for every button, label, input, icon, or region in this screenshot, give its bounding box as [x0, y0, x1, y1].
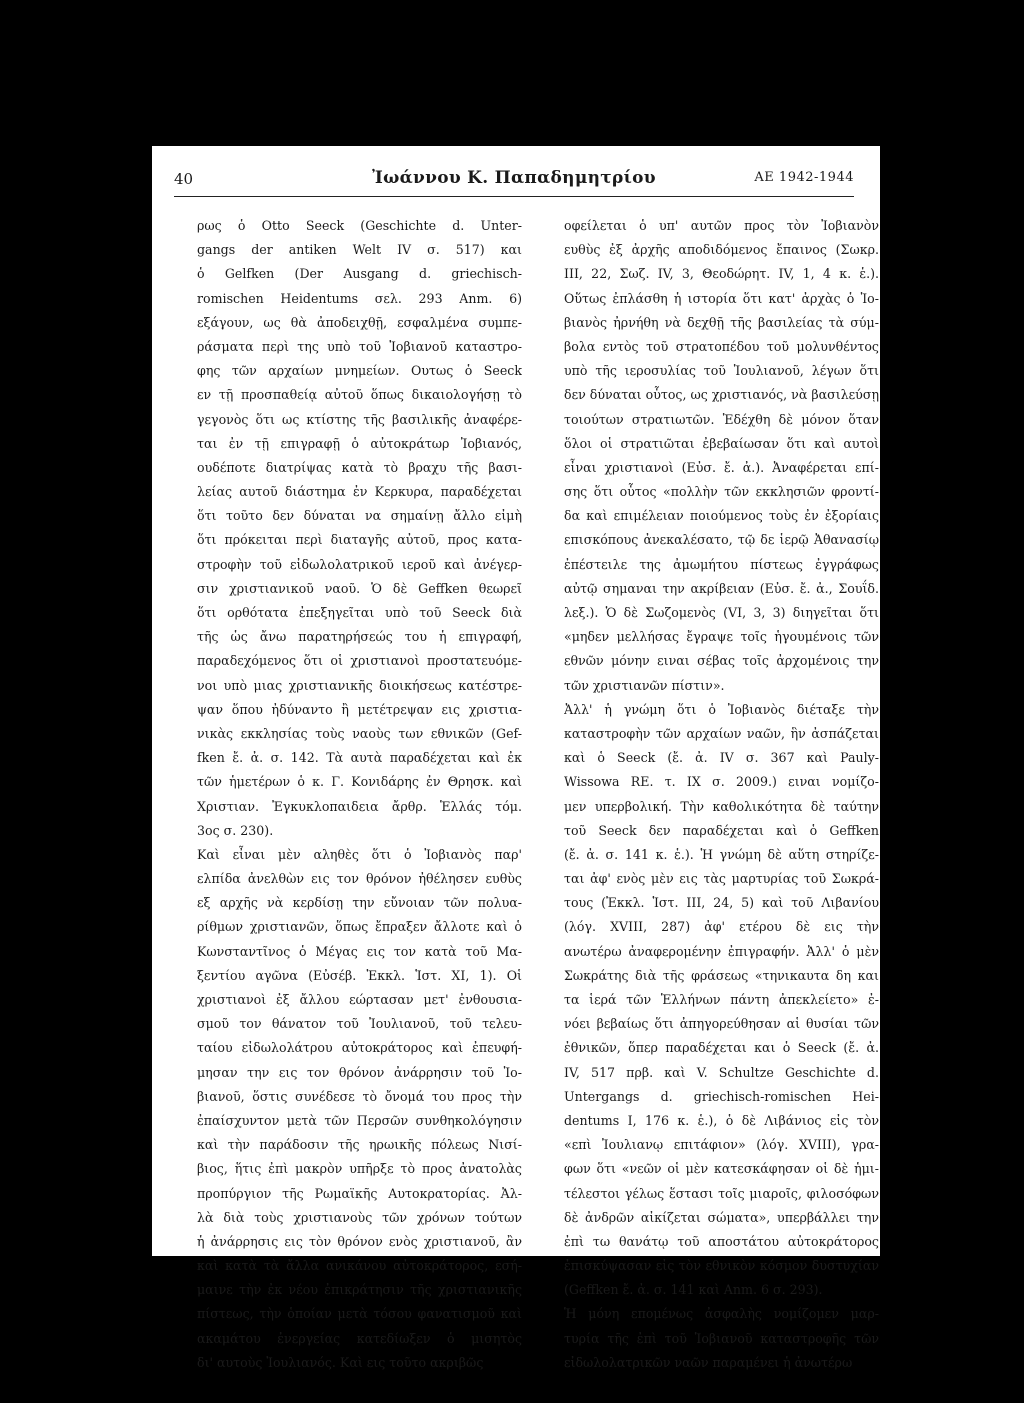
- right-column-line: Ἡ μόνη επομένως ἀσφαλὴς νομίζομεν μαρ-: [564, 1306, 879, 1322]
- right-column-line: δὲ ἀνδρῶν αἰκίζεται σώματα», υπερβάλλει την: [564, 1209, 879, 1225]
- right-column-line: Ἀλλ' ἡ γνώμη ὅτι ὁ Ἰοβιανὸς διέταξε τὴν: [564, 701, 879, 717]
- right-column-line: ἐπισκύψασαν εἰς τὸν εθνικὸν κόσμον δυστυχίαν: [564, 1258, 879, 1274]
- right-column-line: ευθὺς ἐξ ἀρχῆς αποδιδόμενος ἔπαινος (Σωκρ.: [564, 242, 879, 258]
- left-column-line: ψαν ὅπου ἠδύναντο ἢ μετέτρεψαν εις χριστια-: [197, 701, 522, 717]
- right-column-line: τους (Ἐκκλ. Ἱστ. ΙΙΙ, 24, 5) καὶ τοῦ Λιβανίου: [564, 895, 879, 911]
- right-column-line: (Geffken ἔ. ἀ. σ. 141 καὶ Anm. 6 σ. 293).: [564, 1282, 823, 1298]
- left-column-line: σμοῦ τον θάνατον τοῦ Ἰουλιανοῦ, τοῦ τελευ-: [197, 1016, 522, 1032]
- right-column-line: εἶναι χριστιανοὶ (Εὐσ. ἔ. ἀ.). Ἀναφέρεται επί-: [564, 459, 879, 475]
- left-column-line: ὅτι τοῦτο δεν δύναται να σημαίνῃ ἄλλο εἰμὴ: [197, 508, 522, 524]
- left-column-line: gangs der antiken Welt IV σ. 517) και: [197, 242, 522, 258]
- left-column-line: romischen Heidentums σελ. 293 Anm. 6): [197, 290, 522, 306]
- running-title-author: Ἰωάννου Κ. Παπαδημητρίου: [372, 168, 656, 188]
- left-column-line: ται ἐν τῇ επιγραφῇ ὁ αὐτοκράτωρ Ἰοβιανός,: [197, 435, 522, 451]
- left-column-line: βιανοῦ, ὅστις συνέδεσε τὸ ὄνομά του προς τὴν: [197, 1088, 522, 1104]
- right-column-line: αὐτῷ σημαναι την ακρίβειαν (Εὐσ. ἔ. ἀ., Σουΐδ.: [564, 580, 879, 596]
- left-column-line: δι' αυτοὺς Ἰουλιανός. Καὶ εις τοῦτο ακριβῶς: [197, 1354, 484, 1370]
- right-column-line: Σωκράτης διὰ τῆς φράσεως «τηνικαυτα δη και: [564, 967, 879, 983]
- right-column-line: dentums I, 176 κ. ἑ.), ὁ δὲ Λιβάνιος εἰς τὸν: [564, 1112, 879, 1128]
- left-column-line: χριστιανοὶ ἐξ ἄλλου εώρτασαν μετ' ἐνθουσια-: [197, 992, 522, 1007]
- left-column-line: ράσματα περὶ της υπὸ τοῦ Ἰοβιανοῦ καταστρο-: [197, 338, 522, 354]
- right-column-line: τυρία τῆς ἐπὶ τοῦ Ἰοβιανοῦ καταστροφῆς τῶν: [564, 1330, 879, 1346]
- left-column-line: νικὰς εκκλησίας τοὺς ναοὺς των εθνικῶν (Gef-: [197, 725, 522, 741]
- right-column-line: εἰδωλολατρικῶν ναῶν παραμένει ἡ ἀνωτέρω: [564, 1354, 853, 1370]
- right-column-line: σης ὅτι οὗτος «πολλὴν τῶν εκκλησιῶν φροντί-: [564, 484, 879, 500]
- left-column-line: εξ αρχῆς νὰ κερδίσῃ την εὔνοιαν τῶν πολυα-: [197, 895, 522, 911]
- left-column-line: σιν χριστιανικοῦ ναοῦ. Ὁ δὲ Geffken θεωρεῖ: [197, 580, 522, 596]
- left-column-line: παραδεχόμενος ὅτι οἱ χριστιανοὶ προστατευόμε-: [197, 653, 522, 669]
- document-page: [152, 146, 880, 1370]
- right-column-line: (λόγ. XVIII, 287) ἀφ' ετέρου δὲ εις τὴν: [564, 919, 879, 935]
- right-column-line: τῶν χριστιανῶν πίστιν».: [564, 677, 725, 693]
- right-column-line: «επὶ Ἰουλιανῳ επιτάφιον» (λόγ. XVIII), γρα-: [564, 1137, 879, 1153]
- right-column-line: IV, 517 πρβ. καὶ V. Schultze Geschichte d.: [564, 1064, 879, 1080]
- left-column-line: 3ος σ. 230).: [197, 822, 274, 838]
- right-column-line: τοῦ Seeck δεν παραδέχεται καὶ ὁ Geffken: [564, 822, 879, 838]
- left-column-line: λείας αυτοῦ διάστημα ἐν Κερκυρα, παραδέχεται: [197, 484, 522, 500]
- left-column-line: μησαν την εις τον θρόνον ἀνάρρησιν τοῦ Ἰο-: [197, 1064, 522, 1080]
- right-column-line: βολα εντὸς τοῦ στρατοπέδου τοῦ μολυνθέντος: [564, 338, 879, 354]
- left-column-line: ρίθμων χριστιανῶν, ὅπως ἔπραξεν ἄλλοτε καὶ ὁ: [197, 919, 522, 935]
- left-column-line: καὶ κατὰ τὰ ἄλλα ανικάνου αὐτοκράτορος, εσή-: [197, 1258, 522, 1274]
- left-column-line: ρως ὁ Otto Seeck (Geschichte d. Unter-: [197, 218, 522, 233]
- right-column-line: εθνῶν μόνην ειναι σέβας τοῖς ἀρχομένοις την: [564, 653, 879, 669]
- journal-reference: ΑΕ 1942-1944: [754, 170, 854, 185]
- left-column-line: ὅτι πρόκειται περὶ διαταγῆς αὐτοῦ, προς κατα-: [197, 532, 522, 548]
- right-column-line: τοιούτων στρατιωτῶν. Ἐδέχθη δὲ μόνον ὅταν: [564, 411, 879, 427]
- right-text-column: [564, 214, 879, 1375]
- right-column-line: «μηδεν μελλήσας ἔγραψε τοῖς ἡγουμένοις τῶν: [564, 629, 879, 645]
- left-column-line: ελπίδα ἀνελθὼν εις τον θρόνον ἠθέλησεν ευθὺς: [197, 871, 522, 887]
- right-column-line: βιανὸς ἠρνήθη νὰ δεχθῇ τῆς βασιλείας τὰ σύμ-: [564, 314, 879, 330]
- right-column-line: Οὕτως ἐπλάσθη ἡ ιστορία ὅτι κατ' ἀρχὰς ὁ Ἰο-: [564, 290, 879, 306]
- right-column-line: επισκόπους ἀνεκαλέσατο, τῷ δε ἱερῷ Ἀθανασίῳ: [564, 532, 879, 548]
- left-column-line: καὶ τὴν παράδοσιν τῆς ηρωικῆς πόλεως Νισί-: [197, 1137, 522, 1153]
- left-column-line: ἐπαίσχυντον μετὰ τῶν Περσῶν συνθηκολόγησιν: [197, 1112, 522, 1128]
- right-column-line: μεν υπερβολική. Τὴν καθολικότητα δὲ ταύτην: [564, 798, 879, 814]
- right-column-line: ἐπέστειλε της ἀμωμήτου πίστεως ἐγγράφως: [564, 556, 879, 572]
- left-column-line: Καὶ εἶναι μὲν αληθὲς ὅτι ὁ Ἰοβιανὸς παρ': [197, 846, 522, 862]
- right-column-line: Untergangs d. griechisch-romischen Hei-: [564, 1088, 879, 1104]
- left-column-line: fken ἔ. ἀ. σ. 142. Τὰ αυτὰ παραδέχεται καὶ ἐκ: [197, 750, 522, 766]
- right-column-line: νόει βεβαίως ὅτι ἀπηγορεύθησαν αἱ θυσίαι τῶν: [564, 1016, 879, 1032]
- left-column-line: ξεντίου αγῶνα (Εὐσέβ. Ἐκκλ. Ἱστ. ΧΙ, 1). Οἱ: [197, 967, 522, 983]
- left-column-line: νοι υπὸ μιας χριστιανικῆς διοικήσεως κατέστρε-: [197, 677, 522, 693]
- left-column-line: ὅτι ορθότατα ἐπεξηγεῖται υπὸ τοῦ Seeck διὰ: [197, 605, 522, 620]
- left-column-line: πίστεως, τὴν ὁποίαν μετὰ τόσου φανατισμοῦ καὶ: [197, 1306, 522, 1322]
- right-column-line: τέλεστοι γέλως ἕστασι τοῖς μιαροῖς, φιλοσόφων: [564, 1185, 879, 1201]
- left-column-line: ἡ ἀνάρρησις εις τὸν θρόνον ενὸς χριστιανοῦ, ἂν: [197, 1233, 522, 1249]
- right-column-line: Wissowa RE. τ. ΙΧ σ. 2009.) ειναι νομίζο-: [564, 774, 879, 790]
- left-column-line: ακαμάτου ἐνεργείας κατεδίωξεν ὁ μισητὸς: [197, 1330, 522, 1346]
- right-column-line: ἐπὶ τω θανάτῳ τοῦ αποστάτου αὐτοκράτορος: [564, 1233, 879, 1249]
- left-column-line: ταίου εἰδωλολάτρου αὐτοκράτορος καὶ ἐπευφή-: [197, 1040, 522, 1056]
- right-column-line: ἐθνικῶν, ὅπερ παραδέχεται και ὁ Seeck (ἔ. ἀ.: [564, 1040, 879, 1056]
- left-column-line: Κωνσταντῖνος ὁ Μέγας εις τον κατὰ τοῦ Μα-: [197, 943, 522, 959]
- right-column-line: καὶ ὁ Seeck (ἔ. ἀ. IV σ. 367 καὶ Pauly-: [564, 750, 879, 766]
- left-column-line: εν τῇ προσπαθείᾳ αὐτοῦ ὅπως δικαιολογήσῃ τὸ: [197, 387, 522, 403]
- right-column-line: καταστροφὴν τῶν αρχαίων ναῶν, ἣν ἀσπάζεται: [564, 725, 879, 741]
- page-number: 40: [174, 170, 194, 188]
- right-column-line: ὅλοι οἱ στρατιῶται ἐβεβαίωσαν ὅτι καὶ αυτοὶ: [564, 435, 879, 451]
- right-column-line: δα καὶ επιμέλειαν ποιούμενος τοὺς ἐν ἐξορίαις: [564, 508, 879, 524]
- left-column-line: μαινε τὴν ἐκ νέου ἐπικράτησιν τῆς χριστιανικῆς: [197, 1282, 522, 1298]
- right-column-line: δεν δύναται οὗτος, ως χριστιανός, νὰ βασιλεύσῃ: [564, 387, 879, 403]
- right-column-line: τα ἱερά τῶν Ἑλλήνων πάντη ἀπεκλείετο» ἐ-: [564, 992, 879, 1007]
- right-column-line: υπὸ τῆς ιεροσυλίας τοῦ Ἰουλιανοῦ, λέγων ὅτι: [564, 363, 879, 379]
- right-column-line: ανωτέρω ἀναφερομένην ἐπιγραφήν. Ἀλλ' ὁ μὲν: [564, 943, 879, 959]
- left-column-line: εξάγουν, ως θὰ ἀποδειχθῇ, εσφαλμένα συμπε-: [197, 314, 522, 330]
- right-column-line: ται ἀφ' ενὸς μὲν εις τὰς μαρτυρίας τοῦ Σωκρά-: [564, 871, 879, 887]
- left-text-column: [197, 214, 522, 1375]
- right-column-line: οφείλεται ὁ υπ' αυτῶν προς τὸν Ἰοβιανὸν: [564, 218, 879, 233]
- left-column-line: ὁ Gelfken (Der Ausgang d. griechisch-: [197, 266, 522, 282]
- right-column-line: (ἔ. ἀ. σ. 141 κ. ἑ.). Ἡ γνώμη δὲ αὕτη στηρίζε-: [564, 846, 879, 862]
- left-column-line: προπύργιον τῆς Ρωμαϊκῆς Αυτοκρατορίας. Ἀλ-: [197, 1185, 522, 1201]
- left-column-line: λὰ διὰ τοὺς χριστιανοὺς τῶν χρόνων τούτων: [197, 1209, 522, 1225]
- right-column-line: φων ὅτι «νεῶν οἱ μὲν κατεσκάφησαν οἱ δὲ ἡμι-: [564, 1161, 879, 1177]
- left-column-line: τῶν ἡμετέρων ὁ κ. Γ. Κονιδάρης ἐν Θρησκ. καὶ: [197, 774, 522, 790]
- running-header: [174, 168, 854, 197]
- left-column-line: Χριστιαν. Ἐγκυκλοπαιδεια ἄρθρ. Ἑλλάς τόμ.: [197, 798, 522, 814]
- left-column-line: τῆς ὡς ἄνω παρατηρήσεώς του ἡ επιγραφή,: [197, 629, 522, 645]
- left-column-line: ουδέποτε διατρίψας κατὰ τὸ βραχυ τῆς βασι-: [197, 459, 522, 475]
- left-column-line: βιος, ἥτις ἐπὶ μακρὸν υπῆρξε τὸ προς ἀνατολὰς: [197, 1161, 522, 1177]
- right-column-line: λεξ.). Ὁ δὲ Σωζομενὸς (VI, 3, 3) διηγεῖται ὅτι: [564, 605, 879, 620]
- left-column-line: φης τῶν αρχαίων μνημείων. Ουτως ὁ Seeck: [197, 363, 522, 379]
- left-column-line: γεγονὸς ὅτι ως κτίστης τῆς βασιλικῆς ἀναφέρε-: [197, 411, 522, 427]
- left-column-line: στροφὴν τοῦ εἰδωλολατρικοῦ ιεροῦ καὶ ἀνέγερ-: [197, 556, 522, 572]
- right-column-line: ΙΙΙ, 22, Σωζ. IV, 3, Θεοδώρητ. IV, 1, 4 κ. ἑ.).: [564, 266, 879, 282]
